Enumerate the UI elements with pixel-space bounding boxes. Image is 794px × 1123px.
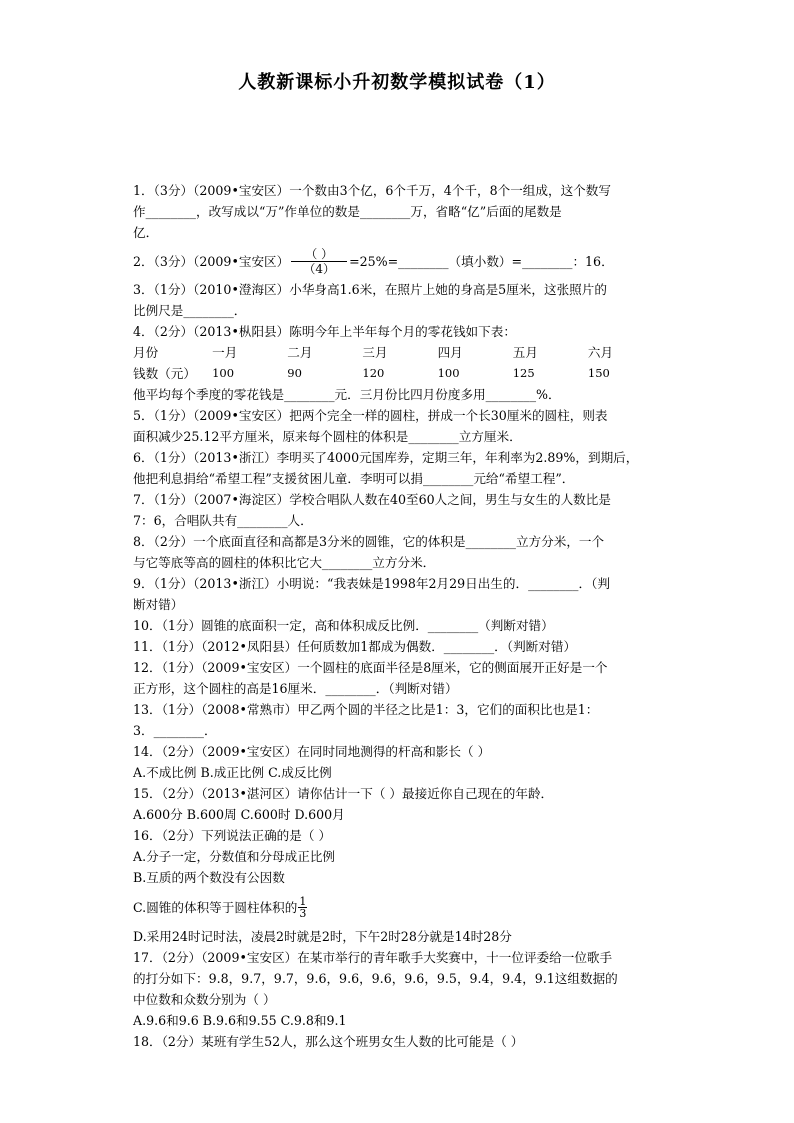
question-1 bbox=[133, 180, 663, 243]
question-11: 11．（1分）（2012•凤阳县）任何质数加1都成为偶数．________．（判断对错） bbox=[133, 639, 577, 654]
fraction-denominator: （4） bbox=[303, 261, 335, 276]
option-text: C.圆锥的体积等于圆柱体积的 bbox=[133, 899, 298, 915]
table-cell: 90 bbox=[287, 366, 302, 380]
question-line: 16．（2分）下列说法正确的是（ ） bbox=[133, 828, 332, 843]
allowance-table-header bbox=[133, 342, 663, 363]
answer-option-b: B.互质的两个数没有公因数 bbox=[133, 870, 285, 885]
answer-options: A.600分 B.600周 C.600时 D.600月 bbox=[133, 807, 345, 822]
question-18: 18．（2分）某班有学生52人，那么这个班男女生人数的比可能是（ ） bbox=[133, 1034, 524, 1049]
question-17 bbox=[133, 947, 663, 1031]
table-cell: 四月 bbox=[437, 345, 463, 360]
answer-options: A.不成比例 B.成正比例 C.成反比例 bbox=[133, 765, 332, 780]
question-line: 7．（1分）（2007•海淀区）学校合唱队人数在40至60人之间，男生与女生的人数比是 bbox=[133, 492, 611, 507]
question-suffix: =25%=________（填小数）=________：16． bbox=[349, 253, 614, 269]
question-prefix: 2．（3分）（2009•宝安区） bbox=[133, 253, 290, 269]
question-line: 5．（1分）（2009•宝安区）把两个完全一样的圆柱，拼成一个长30厘米的圆柱，则表 bbox=[133, 408, 608, 423]
table-cell: 100 bbox=[437, 366, 460, 380]
question-line: 3．________． bbox=[133, 723, 217, 738]
question-line: 断对错） bbox=[133, 597, 184, 612]
table-cell: 六月 bbox=[587, 345, 614, 360]
question-line: 15．（2分）（2013•湛河区）请你估计一下（ ）最接近你自己现在的年龄． bbox=[133, 786, 554, 801]
fraction-denominator: 3 bbox=[299, 906, 307, 920]
allowance-table-row bbox=[133, 363, 663, 384]
question-7 bbox=[133, 489, 663, 531]
question-9 bbox=[133, 573, 663, 615]
page-title: 人教新课标小升初数学模拟试卷（1） bbox=[238, 72, 556, 93]
question-2 bbox=[133, 243, 663, 279]
question-line: 14．（2分）（2009•宝安区）在同时同地测得的杆高和影长（ ） bbox=[133, 744, 491, 759]
answer-option-c bbox=[133, 888, 663, 926]
question-16 bbox=[133, 825, 663, 947]
table-cell: 二月 bbox=[287, 345, 313, 360]
question-line: 作________，改写成以“万”作单位的数是________万，省略“亿”后面的尾数是 bbox=[133, 204, 562, 219]
fraction bbox=[291, 247, 347, 276]
question-3 bbox=[133, 279, 663, 321]
question-line: 亿． bbox=[133, 225, 159, 240]
fraction bbox=[298, 896, 307, 919]
table-cell: 125 bbox=[512, 366, 535, 380]
question-line: 与它等底等高的圆柱的体积比它大________立方分米． bbox=[133, 555, 436, 570]
question-14 bbox=[133, 741, 663, 783]
question-5 bbox=[133, 405, 663, 447]
question-12 bbox=[133, 657, 663, 699]
question-line: 面积减少25.12平方厘米，原来每个圆柱的体积是________立方厘米． bbox=[133, 429, 522, 444]
table-cell: 钱数（元） bbox=[133, 366, 196, 381]
question-line: 的打分如下：9.8，9.7，9.7，9.6，9.6，9.6，9.6，9.5，9.4，9.4，9.1这组数据的 bbox=[133, 971, 618, 986]
table-cell: 月份 bbox=[133, 345, 159, 360]
question-line: 正方形，这个圆柱的高是16厘米．________．（判断对错） bbox=[133, 681, 458, 696]
question-line: 他把利息捐给“希望工程”支援贫困儿童．李明可以捐________元给“希望工程”． bbox=[133, 471, 575, 486]
question-line: 17．（2分）（2009•宝安区）在某市举行的青年歌手大奖赛中，十一位评委给一位歌手 bbox=[133, 950, 613, 965]
question-line: 4．（2分）（2013•枞阳县）陈明今年上半年每个月的零花钱如下表： bbox=[133, 324, 516, 339]
table-cell: 五月 bbox=[512, 345, 538, 360]
question-line: 8．（2分）一个底面直径和高都是3分米的圆锥，它的体积是________立方分米，一个 bbox=[133, 534, 605, 549]
question-line: 9．（1分）（2013•浙江）小明说：“我表妹是1998年2月29日出生的．________．（判 bbox=[133, 576, 610, 591]
question-10: 10．（1分）圆锥的底面积一定，高和体积成反比例．________（判断对错） bbox=[133, 618, 554, 633]
fraction-numerator: 1 bbox=[299, 894, 307, 908]
question-line: 中位数和众数分别为（ ） bbox=[133, 992, 276, 1007]
question-line: 1．（3分）（2009•宝安区）一个数由3个亿，6个千万，4个千，8个一组成，这个数写 bbox=[133, 183, 611, 198]
question-6 bbox=[133, 447, 663, 489]
question-line: 比例尺是________． bbox=[133, 303, 247, 318]
table-cell: 120 bbox=[362, 366, 385, 380]
table-cell: 150 bbox=[587, 366, 610, 380]
fraction-numerator: （ ） bbox=[291, 247, 347, 262]
table-cell: 三月 bbox=[362, 345, 388, 360]
table-cell: 100 bbox=[212, 366, 235, 380]
question-13 bbox=[133, 699, 663, 741]
table-cell: 一月 bbox=[212, 345, 238, 360]
question-15 bbox=[133, 783, 663, 825]
question-line: 6．（1分）（2013•浙江）李明买了4000元国库券，定期三年，年利率为2.89%，到期后， bbox=[133, 450, 639, 465]
question-line: 12．（1分）（2009•宝安区）一个圆柱的底面半径是8厘米，它的侧面展开正好是一个 bbox=[133, 660, 608, 675]
question-8 bbox=[133, 531, 663, 573]
question-line: 他平均每个季度的零花钱是________元．三月份比四月份度多用________%． bbox=[133, 387, 561, 402]
question-line: 3．（1分）（2010•澄海区）小华身高1.6米，在照片上她的身高是5厘米，这张照片的 bbox=[133, 282, 607, 297]
answer-option-a: A.分子一定，分数值和分母成正比例 bbox=[133, 849, 336, 864]
question-line: 7：6，合唱队共有________人． bbox=[133, 513, 313, 528]
answer-option-d: D.采用24时记时法，凌晨2时就是2时，下午2时28分就是14时28分 bbox=[133, 929, 512, 944]
question-4 bbox=[133, 321, 663, 405]
question-line: 13．（1分）（2008•常熟市）甲乙两个圆的半径之比是1：3，它们的面积比也是1： bbox=[133, 702, 599, 717]
answer-options: A.9.6和9.6 B.9.6和9.55 C.9.8和9.1 bbox=[133, 1013, 347, 1028]
exam-content bbox=[133, 180, 663, 1052]
